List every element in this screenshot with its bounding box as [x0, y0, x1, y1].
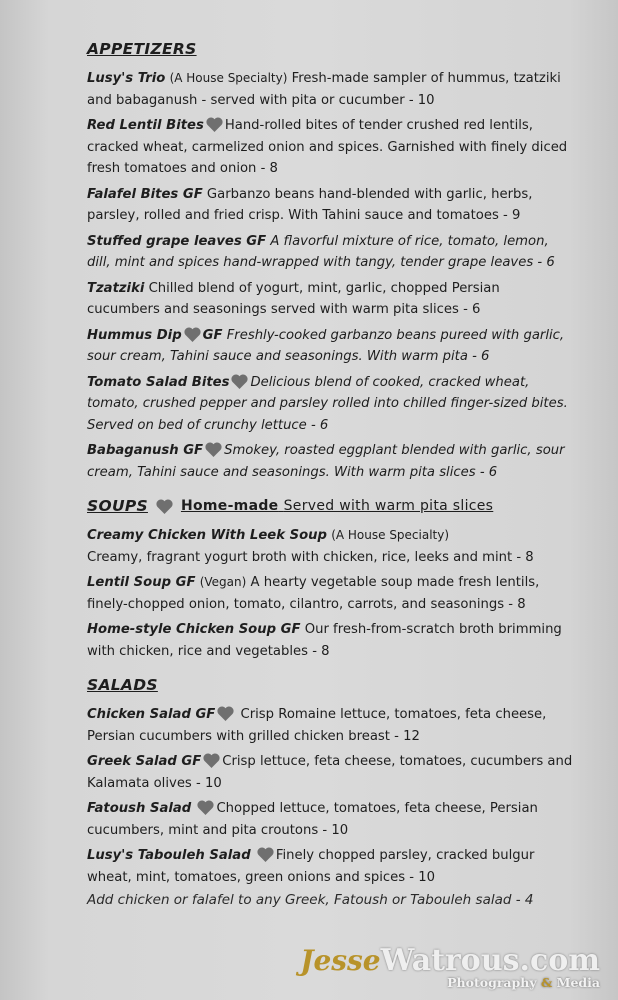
menu-item: Creamy Chicken With Leek Soup (A House Specialty) Creamy, fragrant yogurt broth with chicken, rice, leeks and mint - 8 [87, 528, 534, 565]
heart-icon [203, 753, 220, 768]
heart-icon [231, 374, 248, 389]
appetizers-section [87, 40, 574, 483]
menu-item: Red Lentil Bites Hand-rolled bites of tender crushed red lentils, cracked wheat, carmelized onion and spices. Garnished with finely diced fresh tomatoes and onion - 8 [87, 118, 568, 176]
heart-icon [205, 442, 222, 457]
soups-note: Home-made Served with warm pita slices [180, 498, 494, 514]
menu-item: Tzatziki Chilled blend of yogurt, mint, garlic, chopped Persian cucumbers and seasonings served with warm pita slices - 6 [87, 280, 500, 317]
heart-icon [156, 499, 173, 514]
menu-item: Home-style Chicken Soup GF Our fresh-from-scratch broth brimming with chicken, rice and vegetables - 8 [87, 622, 562, 659]
menu-item: Babaganush GF Smokey, roasted eggplant blended with garlic, sour cream, Tahini sauce and seasonings. With warm pita slices - 6 [87, 443, 565, 480]
salad-addon-note: Add chicken or falafel to any Greek, Fatoush or Tabouleh salad - 4 [87, 892, 534, 908]
salads-section [87, 676, 574, 908]
menu-item: Tomato Salad Bites Delicious blend of cooked, cracked wheat, tomato, crushed pepper and parsley rolled into chilled finger-sized bites. Served on bed of crunchy lettuce - 6 [87, 374, 568, 433]
section-title-salads: SALADS [87, 676, 158, 694]
menu-item: Lentil Soup GF (Vegan) A hearty vegetable soup made fresh lentils, finely-chopped onion, tomato, cilantro, carrots, and seasonings - 8 [87, 575, 540, 612]
heart-icon [217, 706, 234, 721]
menu-item: Falafel Bites GF Garbanzo beans hand-blended with garlic, herbs, parsley, rolled and fried crisp. With Tahini sauce and tomatoes - 9 [87, 186, 533, 223]
menu-item: Lusy's Tabouleh Salad Finely chopped parsley, cracked bulgur wheat, mint, tomatoes, green onions and spices - 10 [87, 848, 535, 885]
soups-section [87, 497, 574, 662]
section-title-soups: SOUPS Home-made Served with warm pita slices [87, 497, 494, 515]
heart-icon [206, 117, 223, 132]
menu-item: Chicken Salad GF Crisp Romaine lettuce, tomatoes, feta cheese, Persian cucumbers with grilled chicken breast - 12 [87, 707, 547, 744]
menu-item: Hummus Dip GF Freshly-cooked garbanzo beans pureed with garlic, sour cream, Tahini sauce and seasonings. With warm pita - 6 [87, 327, 565, 364]
menu-item: Lusy's Trio (A House Specialty) Fresh-made sampler of hummus, tzatziki and babaganush - served with pita or cucumber - 10 [87, 71, 561, 108]
menu-item: Greek Salad GF Crisp lettuce, feta cheese, tomatoes, cucumbers and Kalamata olives - 10 [87, 754, 573, 791]
menu-item: Fatoush Salad Chopped lettuce, tomatoes, feta cheese, Persian cucumbers, mint and pita croutons - 10 [87, 801, 538, 838]
section-title-appetizers: APPETIZERS [87, 40, 197, 58]
heart-icon [197, 800, 214, 815]
watermark-subtitle: Photography & Media [447, 975, 600, 990]
photographer-watermark: Jesse Watrous.com Photography & Media [300, 943, 600, 990]
menu-item: Stuffed grape leaves GF A flavorful mixture of rice, tomato, lemon, dill, mint and spices hand-wrapped with tangy, tender grape leaves - 6 [87, 233, 555, 270]
heart-icon [257, 847, 274, 862]
heart-icon [184, 327, 201, 342]
